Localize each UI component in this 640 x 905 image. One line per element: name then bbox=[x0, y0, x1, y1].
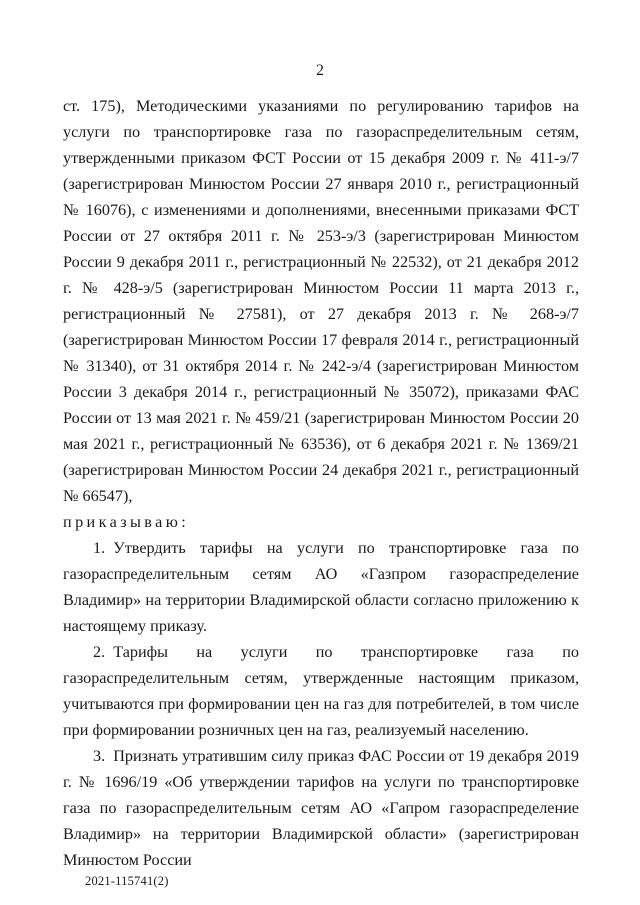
order-item-1: 1. Утвердить тарифы на услуги по транспортировке газа по газораспределительным сетям АО «Газпром газораспределение Владимир» на территории Владимирской области согласно приложению к настоящему приказу. bbox=[63, 539, 579, 635]
intro-paragraph: ст. 175), Методическими указаниями по регулированию тарифов на услуги по транспортировке газа по газораспределительным сетям, утвержденными приказом ФСТ России от 15 декабря 2009 г. № 411-э/7 (зарегистрирован Минюстом России 27 января 2010 г., регистрационный № 16076), с изменениями и дополнениями, внесенными приказами ФСТ России от 27 октября 2011 г. № 253-э/3 (зарегистрирован Минюстом России 9 декабря 2011 г., регистрационный № 22532), от 21 декабря 2012 г. № 428-э/5 (зарегистрирован Минюстом России 11 марта 2013 г., регистрационный № 27581), от 27 декабря 2013 г. № 268-э/7 (зарегистрирован Минюстом России 17 февраля 2014 г., регистрационный № 31340), от 31 октября 2014 г. № 242-э/4 (зарегистрирован Минюстом России 3 декабря 2014 г., регистрационный № 35072), приказами ФАС России от 13 мая 2021 г. № 459/21 (зарегистрирован Минюстом России 20 мая 2021 г., регистрационный № 63536), от 6 декабря 2021 г. № 1369/21 (зарегистрирован Минюстом России 24 декабря 2021 г., регистрационный № 66547), bbox=[63, 97, 579, 505]
document-body bbox=[63, 93, 579, 873]
page-number: 2 bbox=[316, 62, 324, 79]
order-item-3: 3. Признать утратившим силу приказ ФАС России от 19 декабря 2019 г. № 1696/19 «Об утверждении тарифов на услуги по транспортировке газа по газораспределительным сетям АО «Гапром газораспределение Владимир» на территории Владимирской области» (зарегистрирован Минюстом России bbox=[63, 747, 579, 869]
order-word: приказываю: bbox=[63, 513, 190, 531]
document-id-footer: 2021-115741(2) bbox=[85, 874, 169, 888]
order-item-2: 2. Тарифы на услуги по транспортировке газа по газораспределительным сетям, утвержденные настоящим приказом, учитываются при формировании цен на газ для потребителей, в том числе при формировании розничных цен на газ, реализуемый населению. bbox=[63, 643, 579, 739]
